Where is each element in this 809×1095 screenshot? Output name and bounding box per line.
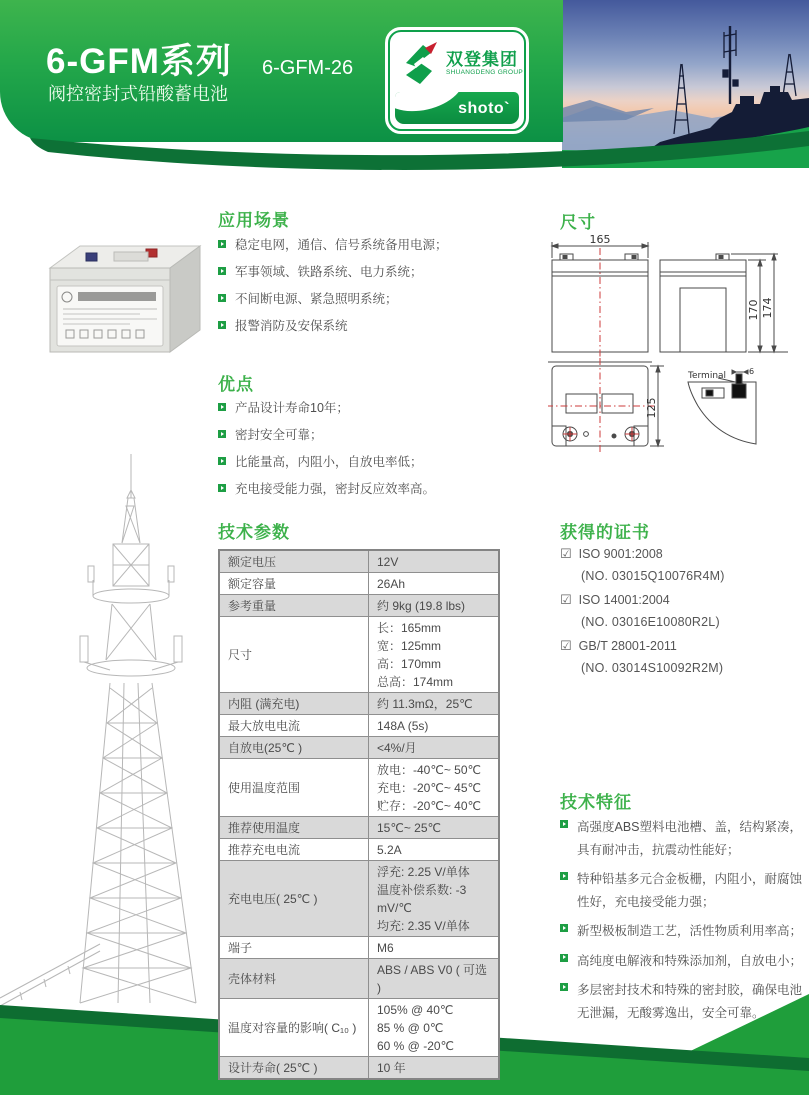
parameter-label: 尺寸 — [219, 617, 369, 693]
parameter-row — [219, 573, 499, 595]
certificate-item — [560, 546, 725, 562]
feature-item-text: 多层密封技术和特殊的密封胶，确保电池无泄漏，无酸雾逸出，安全可靠。 — [577, 983, 803, 1020]
parameter-value — [369, 693, 500, 715]
parameter-value-line: 60 % @ -20℃ — [377, 1038, 455, 1053]
parameter-label: 参考重量 — [219, 595, 369, 617]
logo-banner — [395, 92, 519, 124]
logo-company-en: SHUANGDENG GROUP — [446, 69, 524, 76]
parameter-row — [219, 937, 499, 959]
dimension-drawings — [548, 230, 809, 458]
parameter-value — [369, 817, 500, 839]
advantage-item — [218, 480, 548, 498]
parameter-value-line: 约 9kg (19.8 lbs) — [377, 598, 466, 613]
parameter-row — [219, 595, 499, 617]
advantage-item-text: 充电接受能力强，密封反应效率高。 — [235, 482, 436, 497]
shuangdeng-logo-badge — [388, 30, 526, 131]
parameter-value — [369, 937, 500, 959]
series-subtitle: 阀控密封式铅酸蓄电池 — [48, 84, 228, 104]
bullet-square-icon — [560, 954, 568, 962]
certificate-name: ISO 9001:2008 — [578, 547, 663, 561]
parameter-label: 壳体材料 — [219, 959, 369, 999]
parameter-row — [219, 715, 499, 737]
feature-item-text: 高强度ABS塑料电池槽、盖，结构紧凑，具有耐冲击，抗震动性能好； — [577, 820, 803, 857]
certificates-title: 获得的证书 — [560, 523, 650, 542]
application-item-text: 不间断电源、紧急照明系统； — [235, 292, 398, 307]
advantages-list — [218, 399, 548, 508]
advantage-item-text: 比能量高，内阻小，自放电率低； — [235, 455, 423, 470]
communication-tower-sketch — [0, 448, 212, 1010]
shuangdeng-s-icon — [396, 40, 446, 88]
certificate-name: GB/T 28001-2011 — [578, 639, 677, 653]
parameter-value — [369, 861, 500, 937]
checkbox-checked-icon: ☑ — [560, 592, 572, 607]
parameter-value-line: 高：170mm — [377, 656, 442, 671]
parameter-value — [369, 573, 500, 595]
application-item-text: 军事领域、铁路系统、电力系统； — [235, 265, 423, 280]
application-item — [218, 290, 548, 308]
parameter-label: 额定电压 — [219, 550, 369, 573]
bullet-square-icon — [218, 321, 226, 329]
parameter-value — [369, 550, 500, 573]
parameter-row — [219, 693, 499, 715]
parameter-label: 温度对容量的影响( C₁₀ ) — [219, 999, 369, 1057]
parameter-row — [219, 737, 499, 759]
parameter-value — [369, 595, 500, 617]
features-title: 技术特征 — [560, 793, 632, 812]
parameter-value — [369, 759, 500, 817]
dimensions-title: 尺寸 — [560, 213, 596, 232]
feature-item — [560, 950, 806, 973]
parameter-value — [369, 715, 500, 737]
bullet-square-icon — [218, 294, 226, 302]
application-item — [218, 263, 548, 281]
bullet-square-icon — [218, 430, 226, 438]
bullet-square-icon — [560, 820, 568, 828]
dim-height-label: 170 — [747, 299, 760, 321]
terminal-label: Terminal — [688, 371, 727, 381]
parameter-label: 自放电(25℃ ) — [219, 737, 369, 759]
dim-total-height-label: 174 — [761, 297, 774, 319]
bullet-square-icon — [218, 484, 226, 492]
parameter-value-line: 85 % @ 0℃ — [377, 1020, 444, 1035]
advantage-item — [218, 426, 548, 444]
parameter-value-line: 26Ah — [377, 576, 406, 591]
parameter-value-line: 浮充: 2.25 V/单体 — [377, 864, 470, 879]
parameters-table — [218, 549, 500, 1080]
parameter-value-line: 放电：-40℃~ 50℃ — [377, 762, 481, 777]
advantage-item — [218, 453, 548, 471]
parameter-label: 推荐使用温度 — [219, 817, 369, 839]
parameter-label: 设计寿命( 25℃ ) — [219, 1057, 369, 1080]
certificate-number: (NO. 03015Q10076R4M) — [581, 569, 725, 583]
bullet-square-icon — [218, 267, 226, 275]
parameter-value-line: 10 年 — [377, 1060, 406, 1075]
application-item-text: 稳定电网，通信、信号系统备用电源； — [235, 238, 448, 252]
parameters-table-wrap — [218, 549, 500, 1080]
parameter-label: 额定容量 — [219, 573, 369, 595]
parameter-row — [219, 861, 499, 937]
feature-item — [560, 816, 806, 861]
parameter-value-line: ABS / ABS V0 ( 可选 ) — [377, 962, 488, 995]
parameter-value-line: M6 — [377, 940, 394, 955]
parameter-value-line: 贮存：-20℃~ 40℃ — [377, 798, 481, 813]
feature-item-text: 新型极板制造工艺，活性物质利用率高； — [577, 924, 803, 938]
advantages-title: 优点 — [218, 375, 254, 394]
parameter-value-line: 长：165mm — [377, 620, 442, 635]
advantage-item — [218, 399, 548, 417]
parameter-value — [369, 999, 500, 1057]
feature-item-text: 特种铅基多元合金板栅，内阻小，耐腐蚀性好，充电接受能力强； — [577, 872, 803, 909]
parameter-label: 推荐充电电流 — [219, 839, 369, 861]
feature-item — [560, 979, 806, 1024]
parameter-row — [219, 617, 499, 693]
certificate-number: (NO. 03014S10092R2M) — [581, 661, 724, 675]
bullet-square-icon — [560, 983, 568, 991]
parameter-value — [369, 617, 500, 693]
parameter-row — [219, 550, 499, 573]
parameter-value — [369, 959, 500, 999]
parameter-value-line: 均充: 2.35 V/单体 — [377, 918, 470, 933]
checkbox-checked-icon: ☑ — [560, 638, 572, 653]
checkbox-checked-icon: ☑ — [560, 546, 572, 561]
parameter-value-line: 约 11.3mΩ，25℃ — [377, 696, 473, 711]
dim-width-label: 165 — [589, 233, 611, 246]
parameter-label: 使用温度范围 — [219, 759, 369, 817]
certificates-list — [560, 546, 725, 684]
application-title: 应用场景 — [218, 211, 290, 230]
dim-depth-label: 125 — [645, 397, 658, 419]
certificate-number: (NO. 03016E10080R2L) — [581, 615, 720, 629]
logo-company-cn: 双登集团 — [446, 50, 518, 69]
advantage-item-text: 产品设计寿命10年； — [235, 401, 349, 415]
parameter-value-line: <4%/月 — [377, 740, 417, 755]
parameter-label: 端子 — [219, 937, 369, 959]
battery-product-image — [30, 222, 210, 364]
bullet-square-icon — [560, 872, 568, 880]
parameter-value — [369, 839, 500, 861]
towers-dusk-photo — [562, 0, 809, 168]
parameter-label: 充电电压( 25℃ ) — [219, 861, 369, 937]
feature-item-text: 高纯度电解液和特殊添加剂，自放电小； — [577, 953, 803, 968]
parameter-value-line: 12V — [377, 554, 399, 569]
parameter-row — [219, 959, 499, 999]
parameter-label: 最大放电电流 — [219, 715, 369, 737]
application-item — [218, 317, 548, 335]
feature-item — [560, 868, 806, 913]
application-item — [218, 236, 548, 254]
parameter-label: 内阻 (满充电) — [219, 693, 369, 715]
advantage-item-text: 密封安全可靠； — [235, 428, 323, 443]
parameter-value-line: 充电：-20℃~ 45℃ — [377, 780, 481, 795]
application-item-text: 报警消防及安保系统 — [235, 319, 348, 334]
bullet-square-icon — [560, 924, 568, 932]
terminal-size-label: 6 — [749, 367, 755, 376]
parameter-value-line: 总高：174mm — [377, 674, 454, 689]
parameter-row — [219, 817, 499, 839]
application-list — [218, 236, 548, 345]
parameter-value-line: 148A (5s) — [377, 718, 429, 733]
parameters-title: 技术参数 — [218, 523, 290, 542]
features-list — [560, 816, 806, 1031]
model-number: 6-GFM-26 — [262, 57, 354, 79]
feature-item — [560, 920, 806, 943]
logo-brand-text: shoto` — [458, 100, 510, 117]
parameter-value-line: 宽：125mm — [377, 638, 442, 653]
parameter-row — [219, 759, 499, 817]
photo-silhouette — [562, 0, 809, 168]
certificate-name: ISO 14001:2004 — [578, 593, 670, 607]
parameter-value-line: 5.2A — [377, 842, 402, 857]
series-title: 6-GFM系列 — [46, 42, 232, 81]
bullet-square-icon — [218, 403, 226, 411]
certificate-item — [560, 592, 725, 608]
certificate-item — [560, 638, 725, 654]
parameter-row — [219, 1057, 499, 1080]
parameter-value — [369, 1057, 500, 1080]
parameter-value — [369, 737, 500, 759]
parameter-row — [219, 839, 499, 861]
parameter-value-line: 15℃~ 25℃ — [377, 820, 441, 835]
bullet-square-icon — [218, 240, 226, 248]
parameter-row — [219, 999, 499, 1057]
parameter-value-line: 105% @ 40℃ — [377, 1002, 454, 1017]
parameter-value-line: 温度补偿系数: -3 mV/℃ — [377, 882, 467, 915]
bullet-square-icon — [218, 457, 226, 465]
